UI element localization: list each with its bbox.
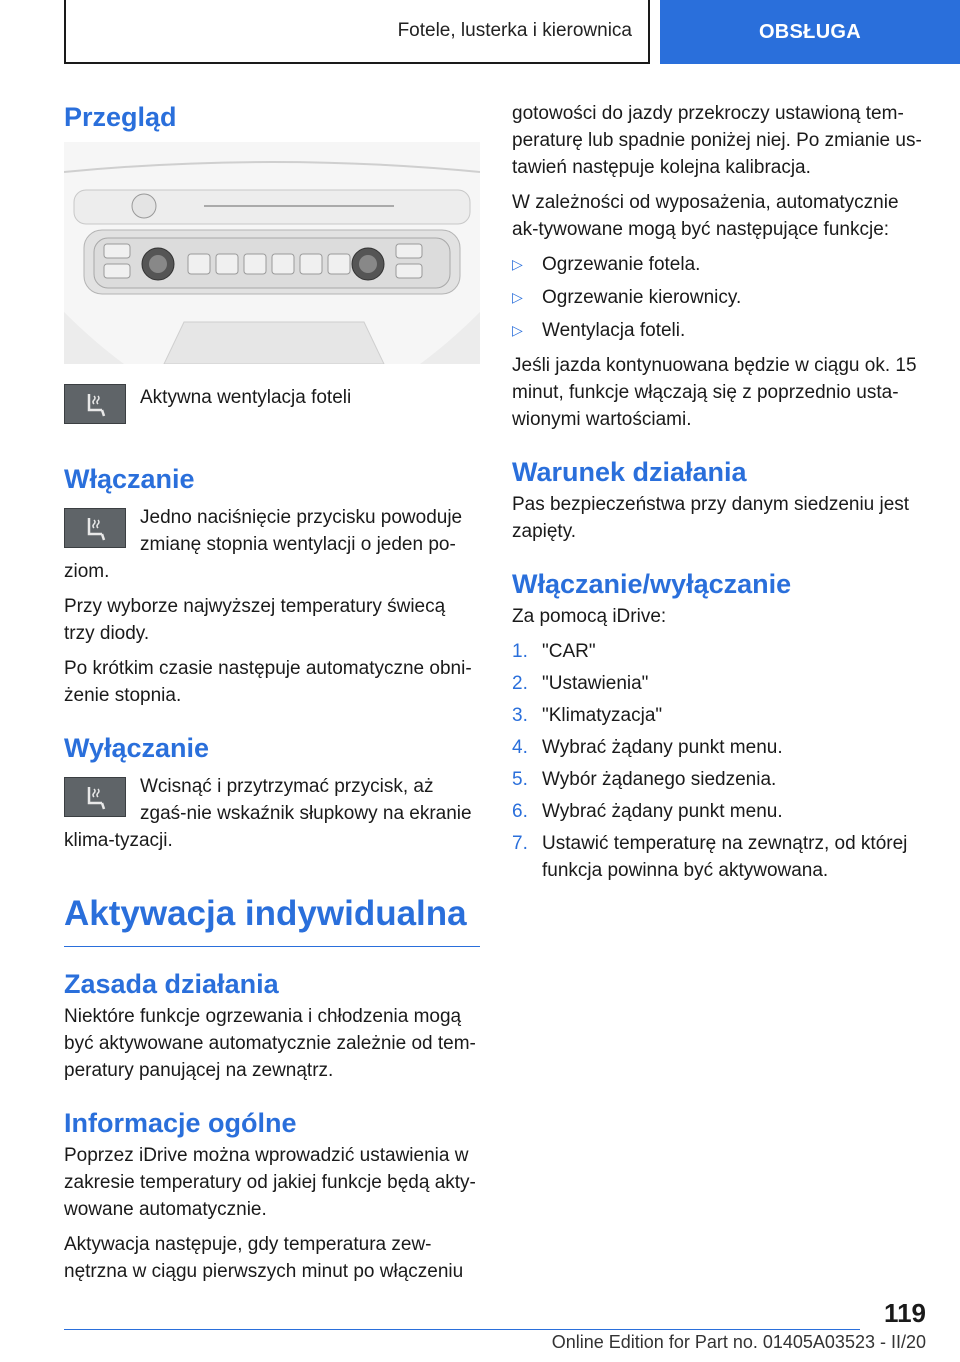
general-info-p2: Aktywacja następuje, gdy temperatura zew-nętrzna w ciągu pierwszych minut po włączeniu: [64, 1234, 464, 1282]
right-p1: gotowości do jazdy przekroczy ustawioną tem-peraturę lub spadnie poniżej niej. Po zmianie us-tawień następuje kolejna kalibracja.: [512, 103, 922, 178]
icon-caption-row: [64, 380, 480, 428]
list-item: 2. "Ustawienia": [512, 673, 649, 694]
edition-footer: Online Edition for Part no. 01405A03523 - II/20: [551, 1332, 926, 1352]
list-item: ▷ Ogrzewanie kierownicy.: [512, 284, 928, 311]
list-item: ▷ Wentylacja foteli.: [512, 317, 928, 344]
overview-heading: Przegląd: [64, 102, 177, 132]
list-item: ▷ Ogrzewanie fotela.: [512, 251, 928, 278]
principle-heading: Zasada działania: [64, 969, 279, 999]
triangle-bullet-icon: ▷: [512, 256, 523, 272]
general-info-p1: Poprzez iDrive można wprowadzić ustawienia w zakresie temperatury od jakiej funkcje będą akty-wowane automatycznie.: [64, 1145, 476, 1220]
list-item: 1. "CAR": [512, 641, 596, 662]
off-paragraph: [64, 773, 480, 862]
list-item: 6. Wybrać żądany punkt menu.: [512, 801, 783, 822]
condition-text: Pas bezpieczeństwa przy danym siedzeniu jest zapięty.: [512, 494, 910, 542]
list-item: 4. Wybrać żądany punkt menu.: [512, 737, 783, 758]
running-header: [64, 0, 650, 64]
section-title: Aktywacja indywidualna: [64, 892, 480, 947]
seat-ventilation-icon: [64, 384, 126, 424]
off-heading: Wyłączanie: [64, 733, 210, 763]
off-text: Wcisnąć i przytrzymać przycisk, aż zgaś-nie wskaźnik słupkowy na ekranie klima-tyzacji.: [64, 776, 472, 851]
right-column: [512, 100, 928, 889]
chapter-tab[interactable]: OBSŁUGA: [660, 0, 960, 64]
general-info-heading: Informacje ogólne: [64, 1108, 297, 1138]
on-heading: Włączanie: [64, 464, 195, 494]
function-list: [512, 251, 928, 344]
right-p2: W zależności od wyposażenia, automatycznie ak-tywowane mogą być następujące funkcje:: [512, 192, 899, 240]
right-p3: Jeśli jazda kontynuowana będzie w ciągu ok. 15 minut, funkcje włączają się z poprzednio usta-wionymi wartościami.: [512, 355, 917, 430]
header-section-title: Fotele, lusterka i kierownica: [397, 20, 632, 41]
list-item: 7. Ustawić temperaturę na zewnątrz, od której funkcja powinna być aktywowana.: [512, 833, 908, 881]
left-column: [64, 100, 480, 1293]
list-item: 5. Wybór żądanego siedzenia.: [512, 769, 777, 790]
seat-ventilation-icon: [64, 508, 126, 548]
condition-heading: Warunek działania: [512, 457, 747, 487]
onoff-intro: Za pomocą iDrive:: [512, 606, 667, 627]
list-item: 3. "Klimatyzacja": [512, 705, 663, 726]
onoff-heading: Włączanie/wyłączanie: [512, 569, 792, 599]
climate-panel-photo: [64, 142, 480, 364]
climate-panel-illustration: [64, 142, 480, 364]
on-paragraph: [64, 504, 480, 593]
seat-ventilation-icon: [64, 777, 126, 817]
principle-text: Niektóre funkcje ogrzewania i chłodzenia mogą być aktywowane automatycznie zależnie od tem-peratury panującej na zewnątrz.: [64, 1006, 476, 1081]
on-paragraph-2: Przy wyborze najwyższej temperatury świecą trzy diody.: [64, 596, 446, 644]
on-paragraph-3: Po krótkim czasie następuje automatyczne obni-żenie stopnia.: [64, 658, 472, 706]
steps-list: [512, 638, 928, 884]
triangle-bullet-icon: ▷: [512, 289, 523, 305]
on-text: Jedno naciśnięcie przycisku powoduje zmianę stopnia wentylacji o jeden po-ziom.: [64, 507, 463, 582]
page-number: 119: [884, 1298, 926, 1328]
icon-caption: Aktywna wentylacja foteli: [140, 387, 352, 408]
triangle-bullet-icon: ▷: [512, 322, 523, 338]
